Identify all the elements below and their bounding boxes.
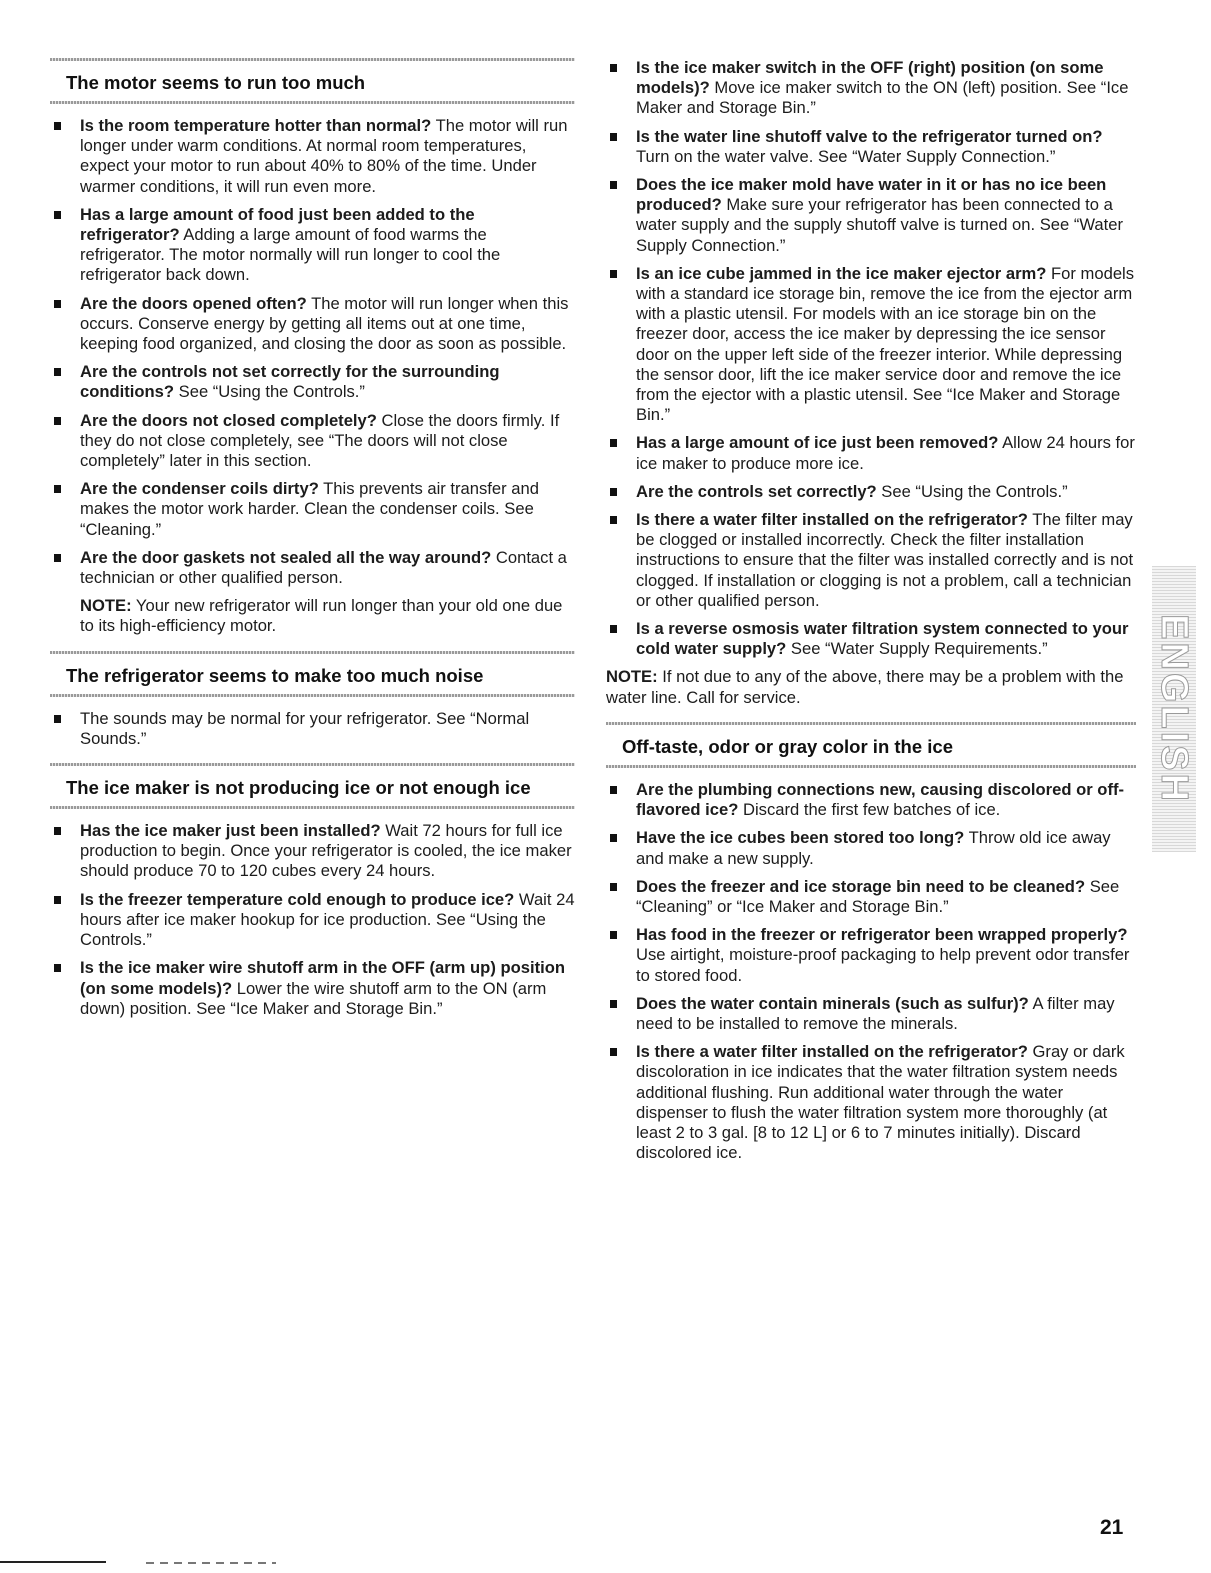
list-item bbox=[50, 116, 575, 197]
note bbox=[50, 596, 575, 636]
answer: The motor will run longer under warm conditions. At normal room temperatures, expect your motor to run about 40% to 80% of the time. Under warmer conditions, it will run even more. bbox=[80, 116, 568, 196]
answer: Adding a large amount of food warms the refrigerator. The motor normally will run longer to cool the refrigerator back down. bbox=[80, 225, 501, 285]
list-item bbox=[606, 482, 1136, 502]
list-item bbox=[606, 877, 1136, 917]
list-item bbox=[606, 994, 1136, 1034]
list-item bbox=[50, 890, 575, 951]
question: Is there a water filter installed on the refrigerator? bbox=[636, 1042, 1028, 1062]
answer: Close the doors firmly. If they do not close completely, see “The doors will not close completely” later in this section. bbox=[80, 410, 560, 471]
troubleshooting-list bbox=[606, 58, 1136, 659]
question: Is a reverse osmosis water filtration system connected to your cold water supply? bbox=[636, 619, 1129, 659]
answer: This prevents air transfer and makes the motor work harder. Clean the condenser coils. See “Cleaning.” bbox=[80, 479, 539, 539]
list-item bbox=[606, 127, 1136, 167]
list-item bbox=[50, 205, 575, 286]
question: Are the condenser coils dirty? bbox=[80, 479, 319, 499]
note-label: NOTE: bbox=[606, 667, 658, 687]
answer: The filter may be clogged or installed incorrectly. Check the filter installation instructions to ensure that the filter was installed correctly and is not clogged. If installation or clogging is not a problem, call a technician or other qualified person. bbox=[636, 510, 1134, 610]
question: Is the water line shutoff valve to the refrigerator turned on? bbox=[636, 126, 1103, 146]
note-text: If not due to any of the above, there may be a problem with the water line. Call for service. bbox=[606, 667, 1124, 707]
question: Are the doors not closed completely? bbox=[80, 410, 377, 430]
answer: Lower the wire shutoff arm to the ON (arm down) position. See “Ice Maker and Storage Bin.” bbox=[80, 978, 547, 1018]
question: Are the controls not set correctly for the surrounding conditions? bbox=[80, 362, 500, 402]
section-heading bbox=[50, 651, 575, 693]
list-item bbox=[50, 294, 575, 355]
answer: A filter may need to be installed to remove the minerals. bbox=[636, 993, 1115, 1033]
answer: Move ice maker switch to the ON (left) position. See “Ice Maker and Storage Bin.” bbox=[636, 78, 1129, 118]
list-item bbox=[606, 619, 1136, 659]
troubleshooting-list bbox=[606, 780, 1136, 1163]
question: Does the freezer and ice storage bin need to be cleaned? bbox=[636, 876, 1086, 896]
answer: Wait 72 hours for full ice production to begin. Once your refrigerator is cooled, the ice maker should produce 70 to 120 cubes every 24 hours. bbox=[80, 821, 572, 881]
left-column bbox=[50, 58, 575, 1033]
heading-text: The ice maker is not producing ice or not enough ice bbox=[66, 777, 531, 799]
question: Are the controls set correctly? bbox=[636, 481, 877, 501]
section-heading bbox=[606, 722, 1136, 764]
question: Are the door gaskets not sealed all the way around? bbox=[80, 547, 492, 567]
question: Has a large amount of food just been added to the refrigerator? bbox=[80, 204, 475, 245]
list-item bbox=[606, 58, 1136, 119]
answer: For models with a standard ice storage bin, remove the ice from the ejector arm with a plastic utensil. For models with an ice storage bin on the freezer door, access the ice maker by depressing the ice sensor door on the upper left side of the freezer interior. While depressing the sensor door, lift the ice maker service door and remove the ice from the ejector with a plastic utensil. See “Ice Maker and Storage Bin.” bbox=[636, 263, 1135, 425]
answer: See “Using the Controls.” bbox=[876, 481, 1068, 501]
footer-rule bbox=[0, 1561, 106, 1563]
heading-text: The refrigerator seems to make too much noise bbox=[66, 664, 484, 686]
question: Are the doors opened often? bbox=[80, 293, 307, 313]
list-item bbox=[606, 264, 1136, 426]
list-item bbox=[50, 411, 575, 472]
list-item bbox=[50, 362, 575, 402]
troubleshooting-list bbox=[50, 821, 575, 1019]
list-item bbox=[606, 780, 1136, 820]
question: Is an ice cube jammed in the ice maker ejector arm? bbox=[636, 263, 1047, 283]
question: Are the plumbing connections new, causing discolored or off-flavored ice? bbox=[636, 779, 1125, 820]
section-ice-maker-not-producing bbox=[50, 763, 575, 1019]
heading-text: Off-taste, odor or gray color in the ice bbox=[622, 735, 953, 757]
language-side-tab bbox=[1152, 566, 1196, 852]
question: Is the room temperature hotter than normal? bbox=[80, 116, 432, 135]
page-number: 21 bbox=[1100, 1516, 1124, 1539]
question: Is the ice maker switch in the OFF (right) position (on some models)? bbox=[636, 58, 1104, 98]
right-column bbox=[606, 58, 1136, 1177]
section-noise bbox=[50, 651, 575, 749]
answer: See “Using the Controls.” bbox=[174, 382, 365, 402]
side-tab-label: ENGLISH bbox=[1153, 614, 1196, 804]
answer: Allow 24 hours for ice maker to produce more ice. bbox=[636, 433, 1135, 473]
list-item bbox=[606, 1042, 1136, 1163]
note-text: Your new refrigerator will run longer than your old one due to its high-efficiency motor. bbox=[80, 596, 563, 636]
footer-dashed-rule bbox=[146, 1562, 276, 1564]
answer: See “Water Supply Requirements.” bbox=[786, 639, 1048, 659]
list-item bbox=[606, 433, 1136, 473]
question: Does the ice maker mold have water in it or has no ice been produced? bbox=[636, 175, 1107, 215]
answer: Gray or dark discoloration in ice indicates that the water filtration system needs additional flushing. Run additional water through the water dispenser to flush the water filtration system more thoroughly (at least 2 to 3 gal. [8 to 12 L] or 6 to 7 minutes initially). Discard discolored ice. bbox=[636, 1042, 1125, 1163]
question: Is the freezer temperature cold enough to produce ice? bbox=[80, 889, 515, 909]
answer: Wait 24 hours after ice maker hookup for ice production. See “Using the Controls.” bbox=[80, 889, 575, 950]
question: Has the ice maker just been installed? bbox=[80, 821, 381, 841]
question: Has a large amount of ice just been removed? bbox=[636, 433, 999, 453]
answer: Discard the first few batches of ice. bbox=[738, 800, 1001, 820]
list-item bbox=[606, 510, 1136, 611]
answer: The sounds may be normal for your refrigerator. See “Normal Sounds.” bbox=[80, 708, 530, 748]
list-item bbox=[50, 548, 575, 588]
question: Is there a water filter installed on the refrigerator? bbox=[636, 510, 1028, 530]
troubleshooting-list bbox=[50, 709, 575, 749]
list-item bbox=[50, 821, 575, 882]
answer: Use airtight, moisture-proof packaging to help prevent odor transfer to stored food. bbox=[636, 945, 1130, 985]
question: Has food in the freezer or refrigerator been wrapped properly? bbox=[636, 925, 1128, 945]
list-item bbox=[50, 479, 575, 540]
list-item bbox=[50, 958, 575, 1019]
answer: Turn on the water valve. See “Water Supply Connection.” bbox=[636, 146, 1056, 166]
answer: The motor will run longer when this occurs. Conserve energy by getting all items out at one time, keeping food organized, and closing the door as soon as possible. bbox=[80, 293, 569, 354]
answer: Contact a technician or other qualified person. bbox=[80, 547, 567, 588]
list-item bbox=[606, 175, 1136, 256]
question: Have the ice cubes been stored too long? bbox=[636, 828, 965, 848]
question: Is the ice maker wire shutoff arm in the OFF (arm up) position (on some models)? bbox=[80, 958, 565, 998]
list-item bbox=[50, 709, 575, 749]
list-item bbox=[606, 925, 1136, 986]
list-item bbox=[606, 828, 1136, 868]
section-ice-maker-continued bbox=[606, 58, 1136, 708]
section-off-taste-odor bbox=[606, 722, 1136, 1163]
note bbox=[606, 667, 1136, 707]
heading-text: The motor seems to run too much bbox=[66, 72, 366, 93]
question: Does the water contain minerals (such as sulfur)? bbox=[636, 993, 1029, 1013]
section-motor-runs-too-much bbox=[50, 58, 575, 637]
answer: Make sure your refrigerator has been connected to a water supply and the supply shutoff valve is turned on. See “Water Supply Connection.” bbox=[636, 195, 1124, 255]
answer: Throw old ice away and make a new supply. bbox=[636, 828, 1111, 868]
troubleshooting-list bbox=[50, 116, 575, 588]
note-label: NOTE: bbox=[80, 596, 132, 616]
section-heading bbox=[50, 58, 575, 100]
answer: See “Cleaning” or “Ice Maker and Storage Bin.” bbox=[636, 876, 1120, 916]
section-heading bbox=[50, 763, 575, 805]
